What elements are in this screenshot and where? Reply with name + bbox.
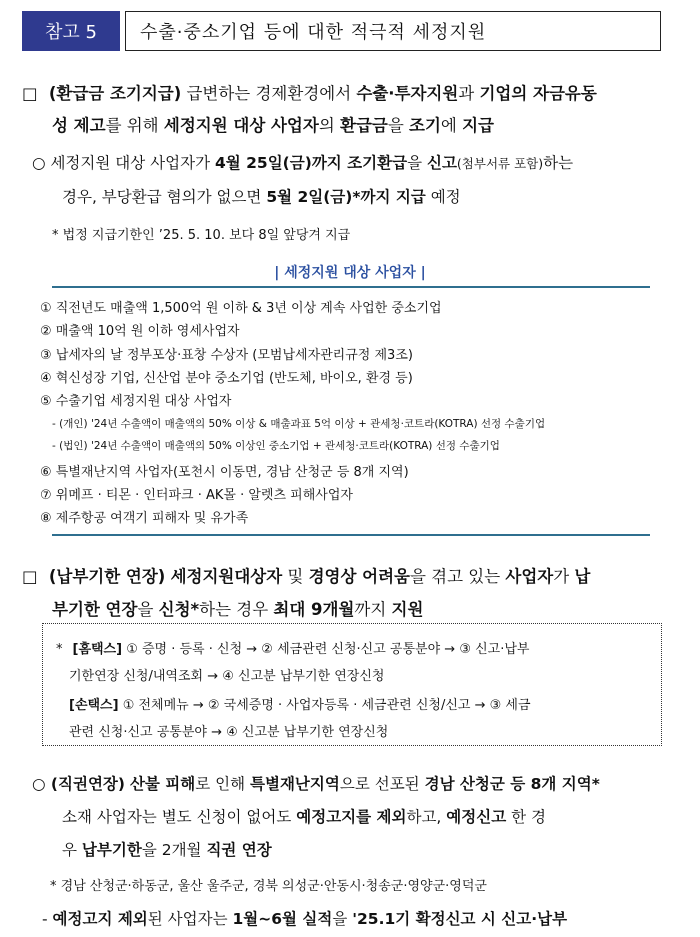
text: 소재 사업자는 별도 신청이 없어도 xyxy=(62,808,297,826)
text: 및 xyxy=(282,567,309,586)
sec1a-line2 xyxy=(62,185,461,207)
text-bold: (직권연장) xyxy=(45,775,125,793)
text-bold: 사업자 xyxy=(505,567,554,586)
text: 을 2개월 xyxy=(141,841,207,859)
text-bold: 성 제고 xyxy=(52,116,106,135)
text-bold: 예정고지 제외 xyxy=(52,910,148,928)
text: 을 겪고 있는 xyxy=(409,567,506,586)
text-bold: 직권 연장 xyxy=(206,841,272,859)
text-bold: 산불 피해 xyxy=(129,775,196,793)
text-bold: '25.1기 확정신고 시 신고·납부 xyxy=(352,910,568,928)
text-bold: 세정지원 대상 사업자 xyxy=(163,116,319,135)
text-bold: [손택스] xyxy=(69,698,119,713)
text-bold: 특별재난지역 xyxy=(250,775,340,793)
text-bold: 예정고지를 제외 xyxy=(296,808,407,826)
text-bold: [홈택스] xyxy=(72,642,123,657)
target-item: ⑧ 제주항공 여객기 피해자 및 유가족 xyxy=(40,511,249,526)
text: - xyxy=(42,910,53,928)
text-bold: 경영상 어려움 xyxy=(308,567,410,586)
text-bold: 4월 25일(금)까지 조기환급 xyxy=(214,154,408,172)
targets-title: | 세정지원 대상 사업자 | xyxy=(274,265,426,281)
sec2a-line2 xyxy=(62,805,546,827)
text: 을 xyxy=(387,116,410,135)
text: 과 xyxy=(458,84,480,103)
text: 하는 경우 xyxy=(199,600,274,619)
text: 하는 xyxy=(543,154,574,172)
box-line4: 관련 신청·신고 공통분야 → ④ 신고분 납부기한 연장신청 xyxy=(69,725,389,740)
text-bold: 지원 xyxy=(391,600,424,619)
text: 경우, 부당환급 혐의가 없으면 xyxy=(62,188,267,206)
text-bold: 환급금 xyxy=(340,116,388,135)
box-line3 xyxy=(69,694,531,713)
text-bold: 신고 xyxy=(426,154,457,172)
text: 우 xyxy=(62,841,82,859)
text: 을 xyxy=(332,910,353,928)
text-bold: 납부기한 xyxy=(81,841,142,859)
text-small: (첨부서류 포함) xyxy=(456,156,544,171)
target-item: ③ 납세자의 날 정부포상·표창 수상자 (모범납세자관리규정 제3조) xyxy=(40,348,413,363)
checkbox-square-icon: □ xyxy=(22,84,38,103)
divider xyxy=(52,286,650,288)
checkbox-square-icon: □ xyxy=(22,567,38,586)
text: 예정 xyxy=(425,188,461,206)
text: ① 증명 · 등록 · 신청 → ② 세금관련 신청·신고 공통분야 → ③ 신고·납부 xyxy=(122,642,530,657)
text-bold: 경남 산청군 등 8개 지역* xyxy=(424,775,600,793)
text: 세정지원 대상 사업자가 xyxy=(45,154,215,172)
sec2a-line3 xyxy=(62,838,272,860)
box-line2: 기한연장 신청/내역조회 → ④ 신고분 납부기한 연장신청 xyxy=(69,669,385,684)
text-bold: 세정지원대상자 xyxy=(170,567,283,586)
target-item: ② 매출액 10억 원 이하 영세사업자 xyxy=(40,324,240,339)
text-bold: 5월 2일(금)*까지 지급 xyxy=(266,188,426,206)
text: 급변하는 경제환경에서 xyxy=(181,84,357,103)
text: 을 xyxy=(137,600,159,619)
text: * xyxy=(56,642,63,657)
target-subitem: - (법인) '24년 수출액이 매출액의 50% 이상인 중소기업 + 관세청·코트라(KOTRA) 선정 수출기업 xyxy=(52,440,500,452)
sec1a-note: * 법정 지급기한인 ’25. 5. 10. 보다 8일 앞당겨 지급 xyxy=(52,228,351,243)
divider xyxy=(52,534,650,536)
text-bold: 지급 xyxy=(462,116,494,135)
sec2a-note: * 경남 산청군·하동군, 울산 울주군, 경북 의성군·안동시·청송군·영양군·영덕군 xyxy=(50,879,487,894)
text-bold: 1월~6월 실적 xyxy=(232,910,333,928)
text-bold: 조기 xyxy=(409,116,441,135)
sec2-line1 xyxy=(22,563,590,587)
target-subitem: - (개인) '24년 수출액이 매출액의 50% 이상 & 매출과표 5억 이상 + 관세청·코트라(KOTRA) 선정 수출기업 xyxy=(52,418,546,430)
sec2-heading: (납부기한 연장) xyxy=(48,567,166,586)
page-title: 수출·중소기업 등에 대한 적극적 세정지원 xyxy=(125,11,661,51)
target-item: ⑤ 수출기업 세정지원 대상 사업자 xyxy=(40,394,232,409)
reference-badge: 참고 5 xyxy=(22,11,120,51)
circle-bullet-icon: ○ xyxy=(32,154,46,172)
target-item: ④ 혁신성장 기업, 신산업 분야 중소기업 (반도체, 바이오, 환경 등) xyxy=(40,371,413,386)
circle-bullet-icon: ○ xyxy=(32,775,46,793)
text: 을 xyxy=(407,154,427,172)
text-bold: 예정신고 xyxy=(446,808,507,826)
text-bold: 납 xyxy=(574,567,591,586)
target-item: ⑦ 위메프 · 티몬 · 인터파크 · AK몰 · 알렛츠 피해사업자 xyxy=(40,488,353,503)
text: 를 위해 xyxy=(105,116,164,135)
text: 의 xyxy=(318,116,341,135)
sec1a-line1 xyxy=(32,151,573,173)
text: 까지 xyxy=(354,600,392,619)
text-bold: 수출·투자지원 xyxy=(356,84,459,103)
text: 하고, xyxy=(406,808,447,826)
target-item: ① 직전년도 매출액 1,500억 원 이하 & 3년 이상 계속 사업한 중소기업 xyxy=(40,301,442,316)
sec2-line2 xyxy=(52,596,423,620)
text-bold: 부기한 연장 xyxy=(52,600,138,619)
text: ① 전체메뉴 → ② 국세증명 · 사업자등록 · 세금관련 신청/신고 → ③ 세금 xyxy=(118,698,531,713)
sec1-heading: (환급금 조기지급) xyxy=(48,84,182,103)
text: 가 xyxy=(553,567,575,586)
target-item: ⑥ 특별재난지역 사업자(포천시 이동면, 경남 산청군 등 8개 지역) xyxy=(40,465,409,480)
text: 한 경 xyxy=(506,808,547,826)
box-line1 xyxy=(56,638,529,657)
sec2a-last xyxy=(42,907,567,929)
sec1-line1 xyxy=(22,80,597,104)
sec2a-line1 xyxy=(32,772,600,794)
text: 로 인해 xyxy=(195,775,251,793)
text-bold: 최대 9개월 xyxy=(273,600,355,619)
text-bold: 신청* xyxy=(158,600,200,619)
text: 으로 선포된 xyxy=(339,775,425,793)
text-bold: 기업의 자금유동 xyxy=(479,84,597,103)
text: 된 사업자는 xyxy=(147,910,233,928)
text: 에 xyxy=(440,116,463,135)
sec1-line2 xyxy=(52,112,494,136)
